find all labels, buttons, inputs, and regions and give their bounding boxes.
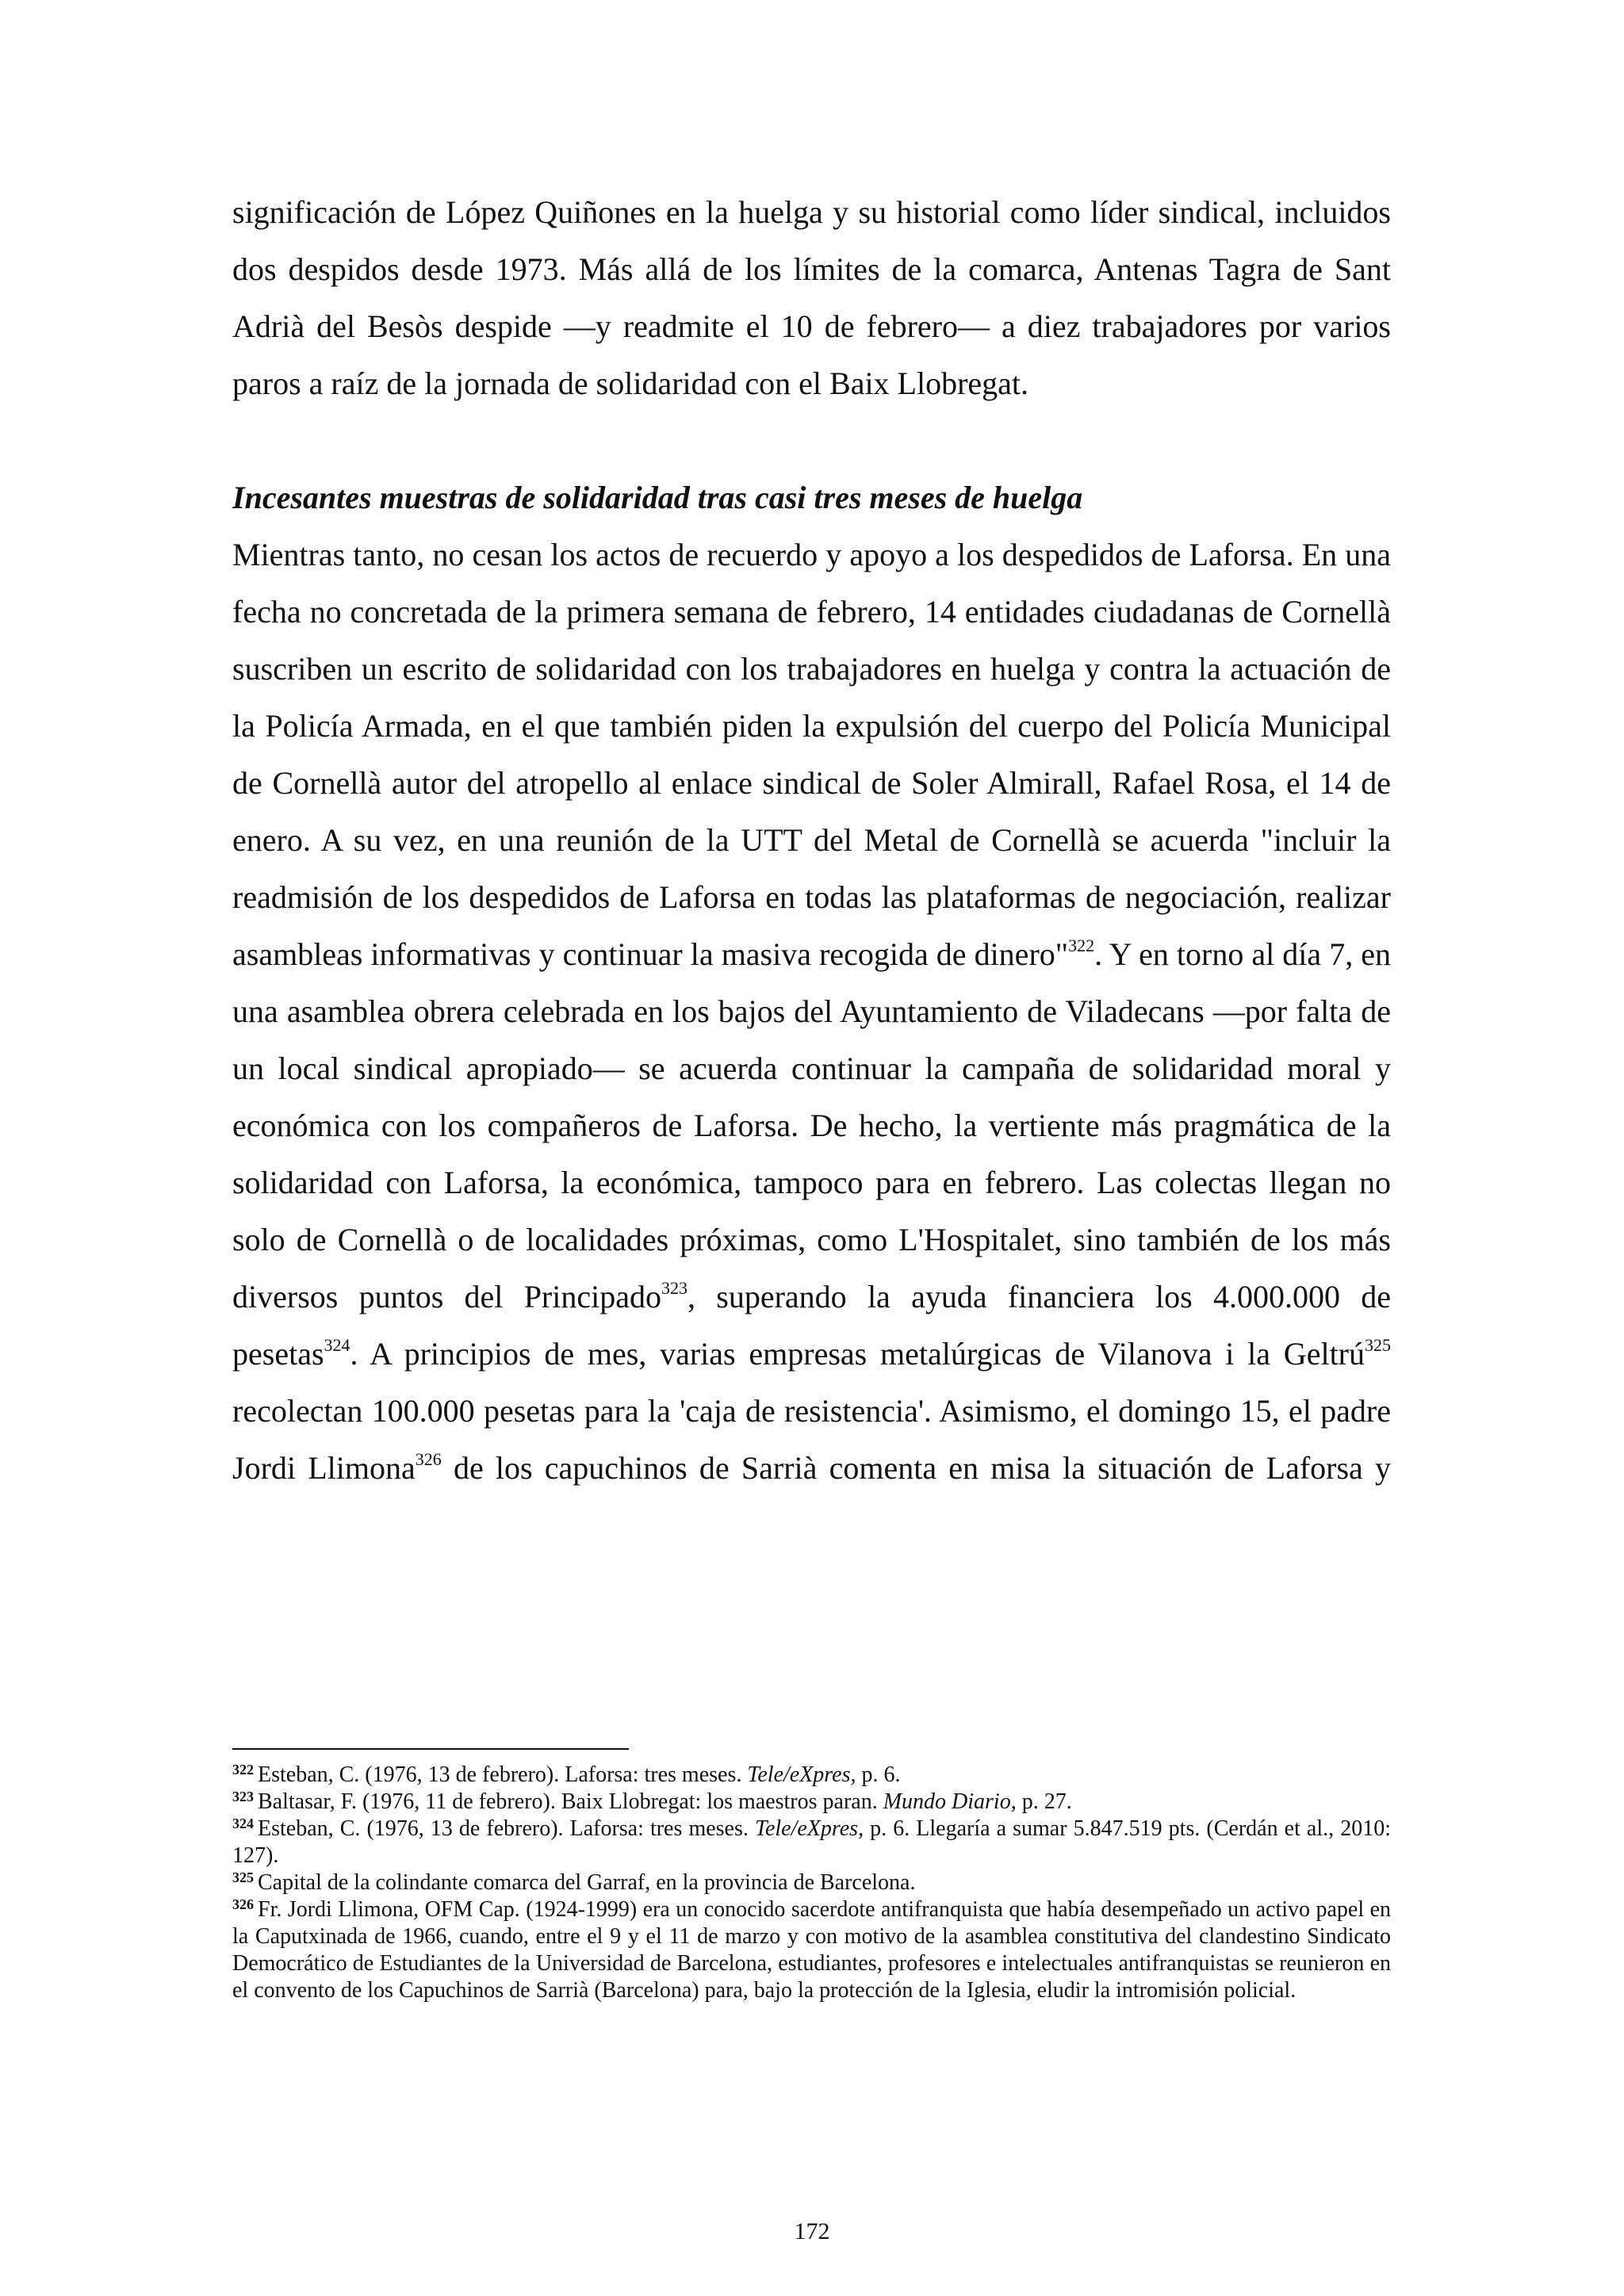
footnote-text-end: p. 6. (856, 1762, 901, 1787)
footnote-number: 322 (232, 1762, 254, 1777)
paragraph-1: significación de López Quiñones en la huelga y su historial como líder sindical, incluidos dos despidos desde 1973. Más allá de los límites de la comarca, Antenas Tagra de Sant Adrià del Besòs despide —y readmite el 10 de febrero— a diez trabajadores por varios paros a raíz de la jornada de solidaridad con el Baix Llobregat. (232, 194, 1391, 401)
footnote-323 (232, 1789, 1391, 1816)
paragraph-2 (232, 526, 1391, 1497)
paragraph-2-text-2: . Y en torno al día 7, en una asamblea obrera celebrada en los bajos del Ayuntamiento de Viladecans —por falta de un local sindical apropiado— se acuerda continuar la campaña de solidaridad moral y económica con los compañeros de Laforsa. De hecho, la vertiente más pragmática de la solidaridad con Laforsa, la económica, tampoco para en febrero. Las colectas llegan no solo de Cornellà o de localidades próximas, como L'Hospitalet, sino también de los más diversos puntos del Principado (232, 936, 1392, 1314)
footnote-text: Baltasar, F. (1976, 11 de febrero). Baix Llobregat: los maestros paran. (258, 1789, 883, 1814)
footnote-text: Fr. Jordi Llimona, OFM Cap. (1924-1999) era un conocido sacerdote antifranquista que había desempeñado un activo papel en la Caputxinada de 1966, cuando, entre el 9 y el 11 de marzo y con motivo de la asamblea constitutiva del clandestino Sindicato Democrático de Estudiantes de la Universidad de Barcelona, estudiantes, profesores e intelectuales antifranquistas se reunieron en el convento de los Capuchinos de Sarrià (Barcelona) para, bajo la protección de la Iglesia, eludir la intromisión policial. (232, 1897, 1391, 2003)
footnote-source: Mundo Diario, (883, 1789, 1017, 1814)
footnote-ref-325[interactable]: 325 (1365, 1335, 1391, 1355)
footnote-source: Tele/eXpres, (754, 1816, 864, 1841)
footnote-number: 323 (232, 1789, 254, 1804)
footnote-text: Esteban, C. (1976, 13 de febrero). Laforsa: tres meses. (258, 1816, 755, 1841)
footnote-ref-323[interactable]: 323 (661, 1278, 688, 1298)
paragraph-2-text-6: de los capuchinos de Sarrià comenta en misa la situación de Laforsa y (441, 1450, 1391, 1486)
footnote-324 (232, 1816, 1391, 1869)
footnote-number: 325 (232, 1869, 254, 1885)
footnote-number: 326 (232, 1896, 254, 1912)
page-number: 172 (794, 2218, 830, 2244)
paragraph-2-text-5: recolectan 100.000 pesetas para la 'caja de resistencia'. Asimismo, el domingo 15, el padre Jordi Llimona (232, 1393, 1391, 1486)
paragraph-2-text-1: Mientras tanto, no cesan los actos de recuerdo y apoyo a los despedidos de Laforsa. En una fecha no concretada de la primera semana de febrero, 14 entidades ciudadanas de Cornellà suscriben un escrito de solidaridad con los trabajadores en huelga y contra la actuación de la Policía Armada, en el que también piden la expulsión del cuerpo del Policía Municipal de Cornellà autor del atropello al enlace sindical de Soler Almirall, Rafael Rosa, el 14 de enero. A su vez, en una reunión de la UTT del Metal de Cornellà se acuerda "incluir la readmisión de los despedidos de Laforsa en todas las plataformas de negociación, realizar asambleas informativas y continuar la masiva recogida de dinero" (232, 537, 1391, 972)
footnote-326 (232, 1896, 1391, 2004)
section-heading: Incesantes muestras de solidaridad tras casi tres meses de huelga (232, 480, 1083, 515)
paragraph-2-text-3: , superando la ayuda financiera los 4.000.000 de pesetas (232, 1279, 1391, 1372)
footnote-number: 324 (232, 1816, 254, 1831)
page-body (232, 184, 1391, 1497)
footnote-text: Esteban, C. (1976, 13 de febrero). Laforsa: tres meses. (258, 1762, 748, 1787)
footnote-ref-324[interactable]: 324 (324, 1335, 350, 1355)
footnote-325 (232, 1869, 1391, 1896)
footnote-separator (232, 1748, 629, 1750)
footnote-ref-322[interactable]: 322 (1068, 936, 1095, 955)
paragraph-2-text-4: . A principios de mes, varias empresas metalúrgicas de Vilanova i la Geltrú (350, 1336, 1365, 1372)
footnote-322 (232, 1762, 1391, 1789)
footnote-text-end: p. 27. (1016, 1789, 1072, 1814)
footnote-text-end: p. 6. Llegaría a sumar 5.847.519 pts. (Cerdán et al., 2010: 127). (232, 1816, 1391, 1868)
footnotes (232, 1762, 1391, 2004)
footnote-ref-326[interactable]: 326 (415, 1449, 442, 1469)
footnote-text: Capital de la colindante comarca del Garraf, en la provincia de Barcelona. (258, 1870, 916, 1895)
footnote-source: Tele/eXpres, (747, 1762, 856, 1787)
